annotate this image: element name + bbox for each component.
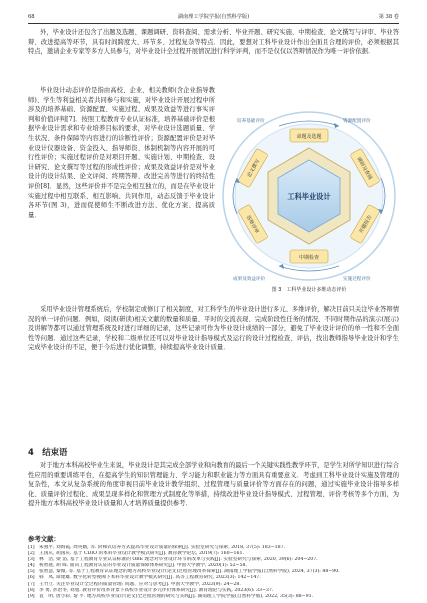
reference-item: [4] 祝智庭, 胡 晖. 面向工程教育认证的毕业设计质量保障体系研究[J]. 中国大学教学, 2020(1): 52−58. xyxy=(28,563,247,569)
center-label: 工科毕业设计 xyxy=(287,192,331,201)
figure-3 xyxy=(219,108,399,284)
paragraph-conclusion: 对于地方本科高校毕业生来说，毕业设计是其完成全部学业和向教育的最后一个关键实践性教学环节，是学生对所学知识进行综合性应用的重要训练平台，在提高学生的知识管理能力、学习能力和职业能力等方面具有重要意义．考虑到工科毕业设计实施及管理的复杂性，本文从复杂系统的角度审视目前毕业设计教学组织、过程管理与质量评价等方面存在的问题，通过实施毕业设计指导多样化、质量评价过程化、成果呈现多样化和管理方式制度化等举措，持续改进毕业设计指导模式、过程管理、评价考核等多个方面，为提升地方本科高校毕业设计质量和人才培养质量提供参考． xyxy=(28,462,399,508)
reference-item: [8] 李 勇, 彭治冬, 刘旭. 教育评价改革背景下高校毕业设计多元评价体系研究[J]. 教育理论与实践, 2023(6): 33−37. xyxy=(28,587,274,593)
paragraph-dynamic-evaluation: 毕业设计动态评价是指由高校、企业、相关教师(含企业指导教师)、学生等利益相关者共同参与和实施，对毕业设计开展过程中所涉及的培养基础、资源配置、实施过程、成果及效益等进行事实评判和价值评判[7]．按照工程教育专业认证标准，培养基础评价是根据毕业设计需求和专业培养目标的要求，对毕业设计选题质量、学生状况、条件保障等内容进行的诊断性评价；资源配置评价是对毕业设计仪器设备、资金投入、指导师资、体制机制等内容开展的可行性评价；实施过程评价是对项目开题、实施计划、中期检查、设计研究、论文撰写等过程的形成性评价；成果及效益评价是对毕业设计的设计结果、论文评阅、终期答辩、改进完善等进行的终结性评价[8]．显然，这些评价并不是完全相互独立的，而是在毕业设计实施过程中相互联系、相互影响、共同作用，动态反馈于毕业设计各环节(图 3)，进而促使师生不断改进方法、优化方案、提高质量． xyxy=(28,87,215,219)
stage-label-defense: 答辩评审 xyxy=(244,214,260,235)
reference-item: [6] 韩 凤, 谭建雄. 数字化转型视阈下本科毕业设计教学模式研究[J]. 高等工程教育研究, 2023(3): 142−147. xyxy=(28,575,261,581)
volume-label: 第 38 卷 xyxy=(378,14,399,20)
outer-label-outcome: 成果及效益评价 xyxy=(233,277,266,282)
section-number: 4 xyxy=(28,447,34,457)
reference-item: [5] 张智慧, 秦薇, 等. 基于工程教育认证理念的地方高校毕业设计(论文)过程管理改革探索[J]. 湖南理工学院学报(自然科学版), 2024, 37(3): 88−90. xyxy=(28,569,340,575)
figure-caption: 图 3 工科毕业设计多维动态评价 xyxy=(271,287,347,293)
outer-label-process: 实施过程评价 xyxy=(343,277,371,282)
header-divider xyxy=(28,23,399,24)
section-title: 结束语 xyxy=(42,447,68,457)
references-heading: 参考文献： xyxy=(28,535,60,543)
reference-item: [3] 林 浩, 梁 滔, 基于工程教育专业认证标准的 OBE 理念对毕业设计环节的改革与实践[J]. 实验室研究与探索, 2020, 39(6): 204−207. xyxy=(28,557,318,563)
stage-label-topic: 命题及选题 xyxy=(296,134,322,140)
evaluation-diagram xyxy=(219,108,399,284)
section-heading xyxy=(28,446,67,458)
stage-label-midterm: 中期检查 xyxy=(298,255,320,261)
paragraph-management-system: 采用毕业设计管理系统后，学校制定或修订了相关制度，对工科学生的毕业设计进行多元、多维评价，解决目前只关注毕业答辩情况的单一评价问题．例如，阅读(研读)相关文献的数量和质量、平时的交流表现、完成阶段性任务的情况、不同时期作品的演示(展示)及讲解等都可以通过管理系统及时进行详细的记录，这些记录可作为毕业设计成绩的一部分，避免了毕业设计评价的单一性和不全面性等问题．通过这些记录，学校和二级单位还可以对毕业设计指导模式及运行的设计过程检查、评估，找出教师指导毕业设计和学生完成毕业设计的不足，便于今后进行优化调整，持续提高毕业设计质量． xyxy=(28,306,399,352)
stage-label-research: 调研及查阅 xyxy=(355,156,373,181)
reference-item: [1] 朱燕平, 刘海霞, 周英娥, 等. 阶梯式培养方式提高毕业设计质量的探索[J]. 实验室研究与探索, 2018, 37(5): 183−187. xyxy=(28,545,286,550)
paragraph-intro: 外，毕业设计还包含了出题及选题、课题调研、资料查阅、需求分析、毕业开题、研究实施、中期检查、论文撰写与评审、毕业答辩、改进提高等环节，具有时间跨度大、环节多、过程复杂等特点．因此，要想对工科毕业设计作出全面且合理的评价，必须根据其特点，邀请企业专家等多方人员参与，对毕业设计全过程开展情况进行科学评判，而不是仅仅以答辩情况作为唯一评价依据． xyxy=(28,29,399,56)
running-header xyxy=(28,13,399,23)
reference-item: [2] 王国庆, 胡国庆. 基于 CDIO 的本科毕业设计教学模式研究[J]. 教育教学论坛, 2019(7): 160−161. xyxy=(28,551,244,557)
reference-item: [7] 王竹立. 关注毕业设计全过程的质量管理: 问题、应对与思考[J]. 中国大学教学, 2023(9): 24−28. xyxy=(28,581,241,587)
stage-label-proposal: 开题报告 xyxy=(358,214,374,235)
outer-label-resources: 资源配置评价 xyxy=(343,119,371,124)
page-number: 68 xyxy=(28,14,35,20)
journal-title: 湖南理工学院学报(自然科学版) xyxy=(177,14,250,20)
reference-item: [9] 袁 明, 唐小彩, 黎 平. 地方高校毕业设计(论文)全过程管理的研究与实践[J]. 湖南理工学院学报(自然科学版), 2022, 35(3): 88−91. xyxy=(28,593,314,599)
outer-label-foundation: 培养基础评价 xyxy=(237,119,265,124)
reference-list xyxy=(28,545,399,600)
stage-label-thesis: 论文撰写 xyxy=(246,158,262,179)
